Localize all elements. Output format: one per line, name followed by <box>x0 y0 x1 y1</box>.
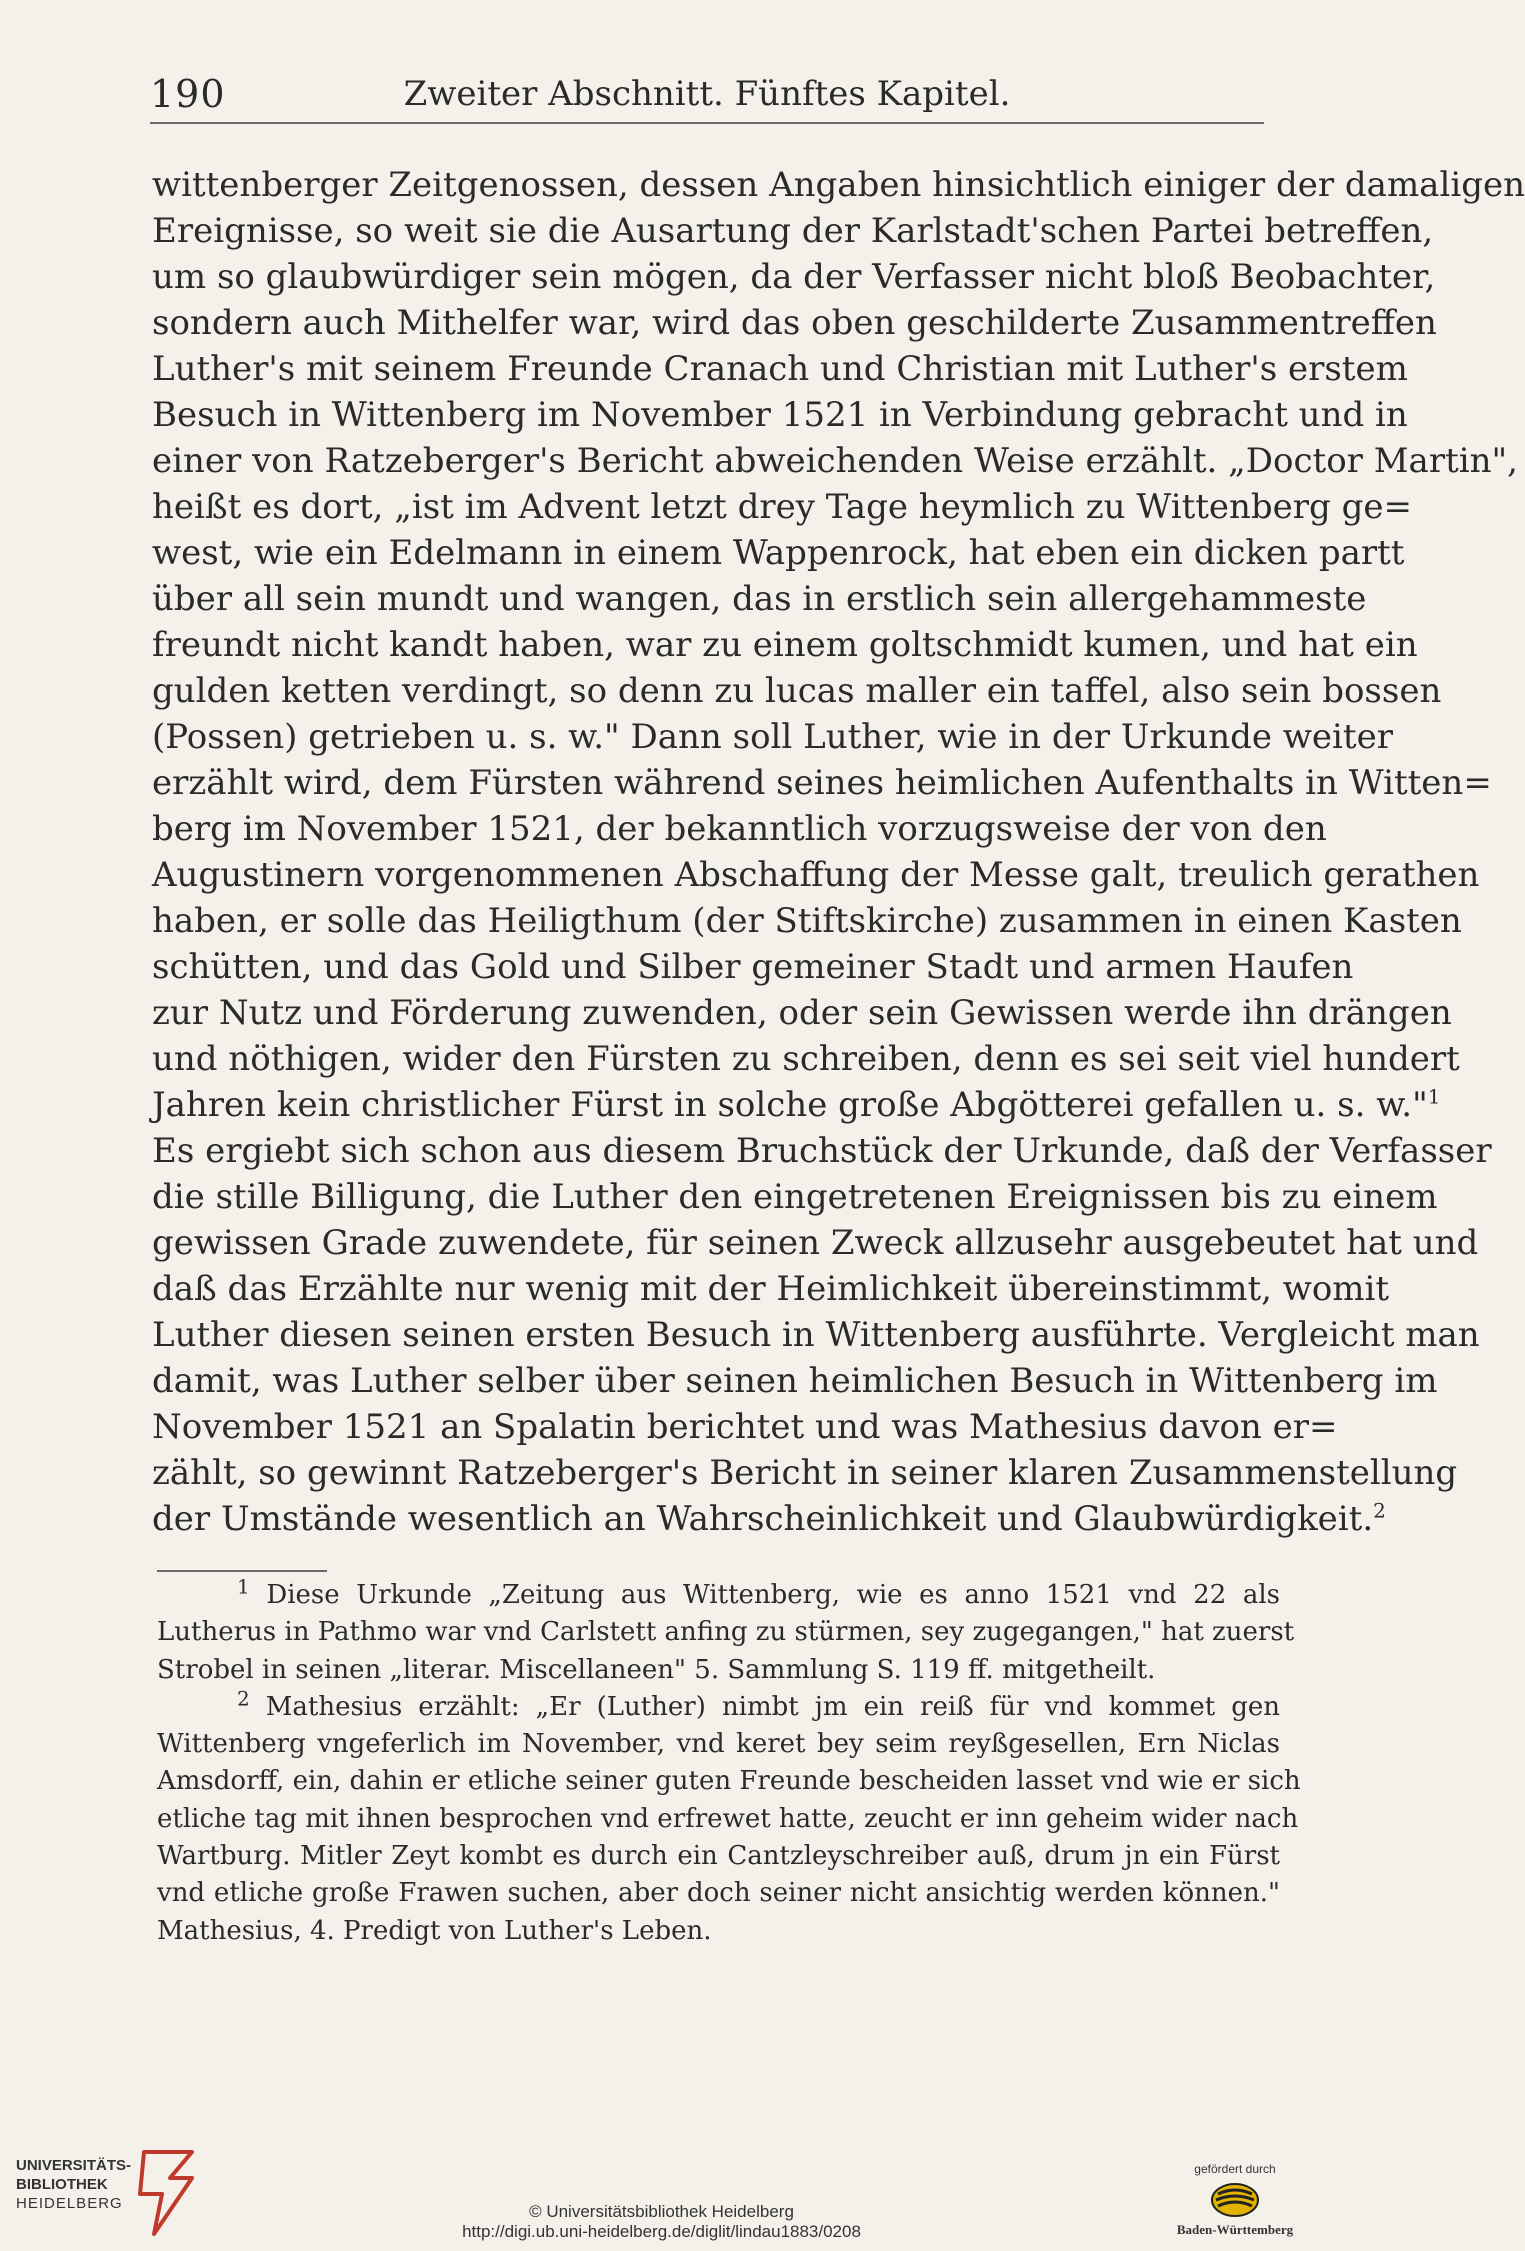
text-line: Augustinern vorgenommenen Abschaffung der Messe galt, treulich gerathen <box>152 855 1480 895</box>
footnote-marker: 1 <box>237 1574 250 1599</box>
footnote-line: Mathesius, 4. Predigt von Luther's Leben. <box>157 1915 712 1946</box>
footnote-line: vnd etliche große Frawen suchen, aber doch seiner nicht ansichtig werden können." <box>157 1878 1280 1909</box>
footnote-text: Mathesius erzählt: „Er (Luther) nimbt jm ein reiß für vnd kommet gen <box>265 1691 1281 1722</box>
text-line: west, wie ein Edelmann in einem Wappenrock, hat eben ein dicken partt <box>152 533 1405 573</box>
copyright-notice <box>0 2202 1323 2242</box>
footnotes <box>157 1574 1301 1950</box>
text-line: freundt nicht kandt haben, war zu einem goltschmidt kumen, und hat ein <box>152 625 1418 665</box>
baden-wuerttemberg-emblem-icon <box>1210 2182 1260 2218</box>
footnote-marker: 2 <box>237 1686 250 1711</box>
text-line: erzählt wird, dem Fürsten während seines heimlichen Aufenthalts in Witten= <box>152 763 1492 803</box>
text-line: daß das Erzählte nur wenig mit der Heimlichkeit übereinstimmt, womit <box>152 1269 1390 1309</box>
text-line: und nöthigen, wider den Fürsten zu schreiben, denn es sei seit viel hundert <box>152 1039 1460 1079</box>
footnote-rule <box>157 1570 327 1572</box>
text-line: sondern auch Mithelfer war, wird das oben geschilderte Zusammentreffen <box>152 303 1437 343</box>
text-line: gulden ketten verdingt, so denn zu lucas maller ein taffel, also sein bossen <box>152 671 1442 711</box>
library-name-line: UNIVERSITÄTS- <box>16 2157 132 2174</box>
footnote-line: Wartburg. Mitler Zeyt kombt es durch ein Cantzleyschreiber auß, drum jn ein Fürst <box>157 1841 1280 1872</box>
text-line: November 1521 an Spalatin berichtet und was Mathesius davon er= <box>152 1407 1338 1447</box>
footnote-reference[interactable]: 1 <box>1427 1084 1441 1109</box>
text-line: (Possen) getrieben u. s. w." Dann soll Luther, wie in der Urkunde weiter <box>152 717 1393 757</box>
footnote-line: Wittenberg vngeferlich im November, vnd keret bey seim reyßgesellen, Ern Niclas <box>157 1729 1280 1760</box>
text-line: die stille Billigung, die Luther den eingetretenen Ereignissen bis zu einem <box>152 1177 1438 1217</box>
text-line-with-footnote <box>152 1496 1386 1542</box>
text-line: schütten, und das Gold und Silber gemeiner Stadt und armen Haufen <box>152 947 1354 987</box>
text-line: heißt es dort, „ist im Advent letzt drey Tage heymlich zu Wittenberg ge= <box>152 487 1412 527</box>
text-line: einer von Ratzeberger's Bericht abweichenden Weise erzählt. „Doctor Martin", <box>152 441 1518 481</box>
text-line-content: Jahren kein christlicher Fürst in solche große Abgötterei gefallen u. s. w." <box>152 1085 1428 1125</box>
footnote-line: Amsdorff, ein, dahin er etliche seiner guten Freunde bescheiden lasset vnd wie er sich <box>157 1766 1301 1797</box>
body-text <box>152 162 1525 1542</box>
text-line: Luther diesen seinen ersten Besuch in Wittenberg ausführte. Vergleicht man <box>152 1315 1480 1355</box>
text-line: damit, was Luther selber über seinen heimlichen Besuch in Wittenberg im <box>152 1361 1438 1401</box>
text-line: um so glaubwürdiger sein mögen, da der Verfasser nicht bloß Beobachter, <box>152 257 1436 297</box>
footnote-line: Strobel in seinen „literar. Miscellaneen" 5. Sammlung S. 119 ff. mitgetheilt. <box>157 1654 1156 1685</box>
footnote-line <box>157 1574 1281 1614</box>
text-line: über all sein mundt und wangen, das in erstlich sein allergehammeste <box>152 579 1367 619</box>
copyright-text: © Universitätsbibliothek Heidelberg <box>529 2202 794 2221</box>
footer <box>0 2118 1323 2251</box>
page-header <box>150 62 1264 124</box>
running-head: Zweiter Abschnitt. Fünftes Kapitel. <box>403 74 1011 114</box>
text-line: Es ergiebt sich schon aus diesem Bruchstück der Urkunde, daß der Verfasser <box>152 1131 1492 1171</box>
text-line: zur Nutz und Förderung zuwenden, oder sein Gewissen werde ihn drängen <box>152 993 1452 1033</box>
footnote-line <box>157 1686 1281 1726</box>
sponsor-name: Baden-Württemberg <box>1176 2222 1294 2237</box>
text-line: wittenberger Zeitgenossen, dessen Angaben hinsichtlich einiger der damaligen <box>152 165 1525 205</box>
text-line: Luther's mit seinem Freunde Cranach und Christian mit Luther's erstem <box>152 349 1408 389</box>
text-line: zählt, so gewinnt Ratzeberger's Bericht in seiner klaren Zusammenstellung <box>152 1453 1458 1493</box>
page-number: 190 <box>150 72 226 116</box>
sponsor <box>1160 2162 1310 2238</box>
footnote-text: Diese Urkunde „Zeitung aus Wittenberg, wie es anno 1521 vnd 22 als <box>266 1580 1281 1610</box>
library-name-line: BIBLIOTHEK <box>16 2176 108 2193</box>
text-line: Ereignisse, so weit sie die Ausartung der Karlstadt'schen Partei betreffen, <box>152 211 1434 251</box>
text-line-with-footnote <box>152 1082 1441 1128</box>
text-line: berg im November 1521, der bekanntlich vorzugsweise der von den <box>152 809 1327 849</box>
footnote-reference[interactable]: 2 <box>1373 1498 1386 1523</box>
footnote-line: Lutherus in Pathmo war vnd Carlstett anfing zu stürmen, sey zugegangen," hat zuerst <box>157 1617 1295 1648</box>
text-line: haben, er solle das Heiligthum (der Stiftskirche) zusammen in einen Kasten <box>152 901 1462 941</box>
permalink[interactable]: http://digi.ub.uni-heidelberg.de/diglit/lindau1883/0208 <box>462 2222 861 2241</box>
text-line: gewissen Grade zuwendete, für seinen Zweck allzusehr ausgebeutet hat und <box>152 1223 1479 1263</box>
sponsor-label: gefördert durch <box>1194 2162 1276 2176</box>
text-line: Besuch in Wittenberg im November 1521 in Verbindung gebracht und in <box>152 395 1408 435</box>
text-line-content: der Umstände wesentlich an Wahrscheinlichkeit und Glaubwürdigkeit. <box>152 1499 1374 1539</box>
footnote-line: etliche tag mit ihnen besprochen vnd erfrewet hatte, zeucht er inn geheim wider nach <box>157 1803 1299 1834</box>
library-name-line: HEIDELBERG <box>16 2195 123 2212</box>
